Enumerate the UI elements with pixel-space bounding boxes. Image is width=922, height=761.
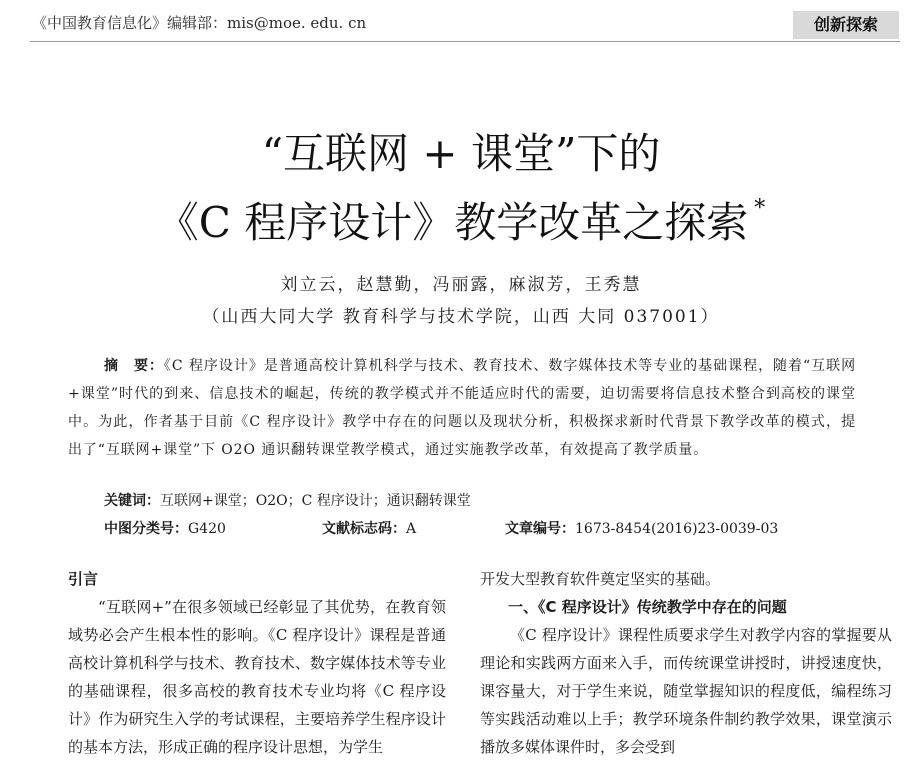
right-column bbox=[480, 565, 892, 761]
document-code bbox=[322, 518, 416, 540]
intro-heading: 引言 bbox=[68, 570, 99, 588]
section-tag: 创新探索 bbox=[793, 11, 899, 39]
article-number-label: 文章编号： bbox=[505, 521, 575, 537]
article-number-value: 1673-8454(2016)23-0039-03 bbox=[575, 521, 779, 537]
header-divider bbox=[30, 41, 900, 42]
abstract-label: 摘 要： bbox=[104, 358, 164, 374]
keywords bbox=[104, 490, 471, 512]
title-footnote-mark: * bbox=[754, 196, 766, 221]
abstract bbox=[68, 352, 856, 464]
affiliation: （山西大同大学 教育科学与技术学院，山西 大同 037001） bbox=[202, 307, 720, 327]
journal-header: 《中国教育信息化》编辑部：mis@moe. edu. cn bbox=[32, 14, 367, 32]
continuation-text: 开发大型教育软件奠定坚实的基础。 bbox=[480, 570, 721, 588]
abstract-text: 《C 程序设计》是普通高校计算机科学与技术、教育技术、数字媒体技术等专业的基础课程，随着“互联网+课堂”时代的到来、信息技术的崛起，传统的教学模式并不能适应时代的需要，迫切需要将信息技术整合到高校的课堂中。为此，作者基于目前《C 程序设计》教学中存在的问题以及现状分析，积极探求新时代背景下教学改革的模式，提出了“互联网+课堂”下 O2O 通识翻转课堂教学模式，通过实施教学改革，有效提高了教学质量。 bbox=[68, 358, 856, 458]
author-list: 刘立云，赵慧勤，冯丽露，麻淑芳，王秀慧 bbox=[280, 275, 642, 295]
title-line-2-text: 《C 程序设计》教学改革之探索 bbox=[156, 198, 749, 247]
section-1-heading: 一、《C 程序设计》传统教学中存在的问题 bbox=[508, 598, 787, 616]
doc-code-value: A bbox=[406, 521, 417, 537]
intro-paragraph: “互联网+”在很多领域已经彰显了其优势，在教育领域势必会产生根本性的影响。《C 程序设计》课程是普通高校计算机科学与技术、教育技术、数字媒体技术等专业的基础课程，很多高校的教育技术专业均将《C 程序设计》作为研究生入学的考试课程，主要培养学生程序设计的基本方法，形成正确的程序设计思想，为学生 bbox=[68, 598, 446, 756]
clc-value: G420 bbox=[188, 521, 226, 537]
section-1-paragraph: 《C 程序设计》课程性质要求学生对教学内容的掌握要从理论和实践两方面来入手，而传统课堂讲授时，讲授速度快，课容量大，对于学生来说，随堂掌握知识的程度低，编程练习等实践活动难以上手；教学环境条件制约教学效果，课堂演示播放多媒体课件时，多会受到 bbox=[480, 626, 892, 756]
left-column bbox=[68, 565, 446, 761]
keywords-text: 互联网+课堂；O2O；C 程序设计；通识翻转课堂 bbox=[160, 493, 471, 509]
clc-label: 中图分类号： bbox=[104, 521, 188, 537]
article-number bbox=[505, 518, 778, 540]
keywords-label: 关键词： bbox=[104, 493, 160, 509]
title-line-1-text: “互联网 + 课堂”下的 bbox=[261, 129, 661, 178]
doc-code-label: 文献标志码： bbox=[322, 521, 406, 537]
title-line-1 bbox=[0, 126, 922, 182]
title-line-2 bbox=[0, 181, 922, 251]
clc-number bbox=[104, 518, 226, 540]
